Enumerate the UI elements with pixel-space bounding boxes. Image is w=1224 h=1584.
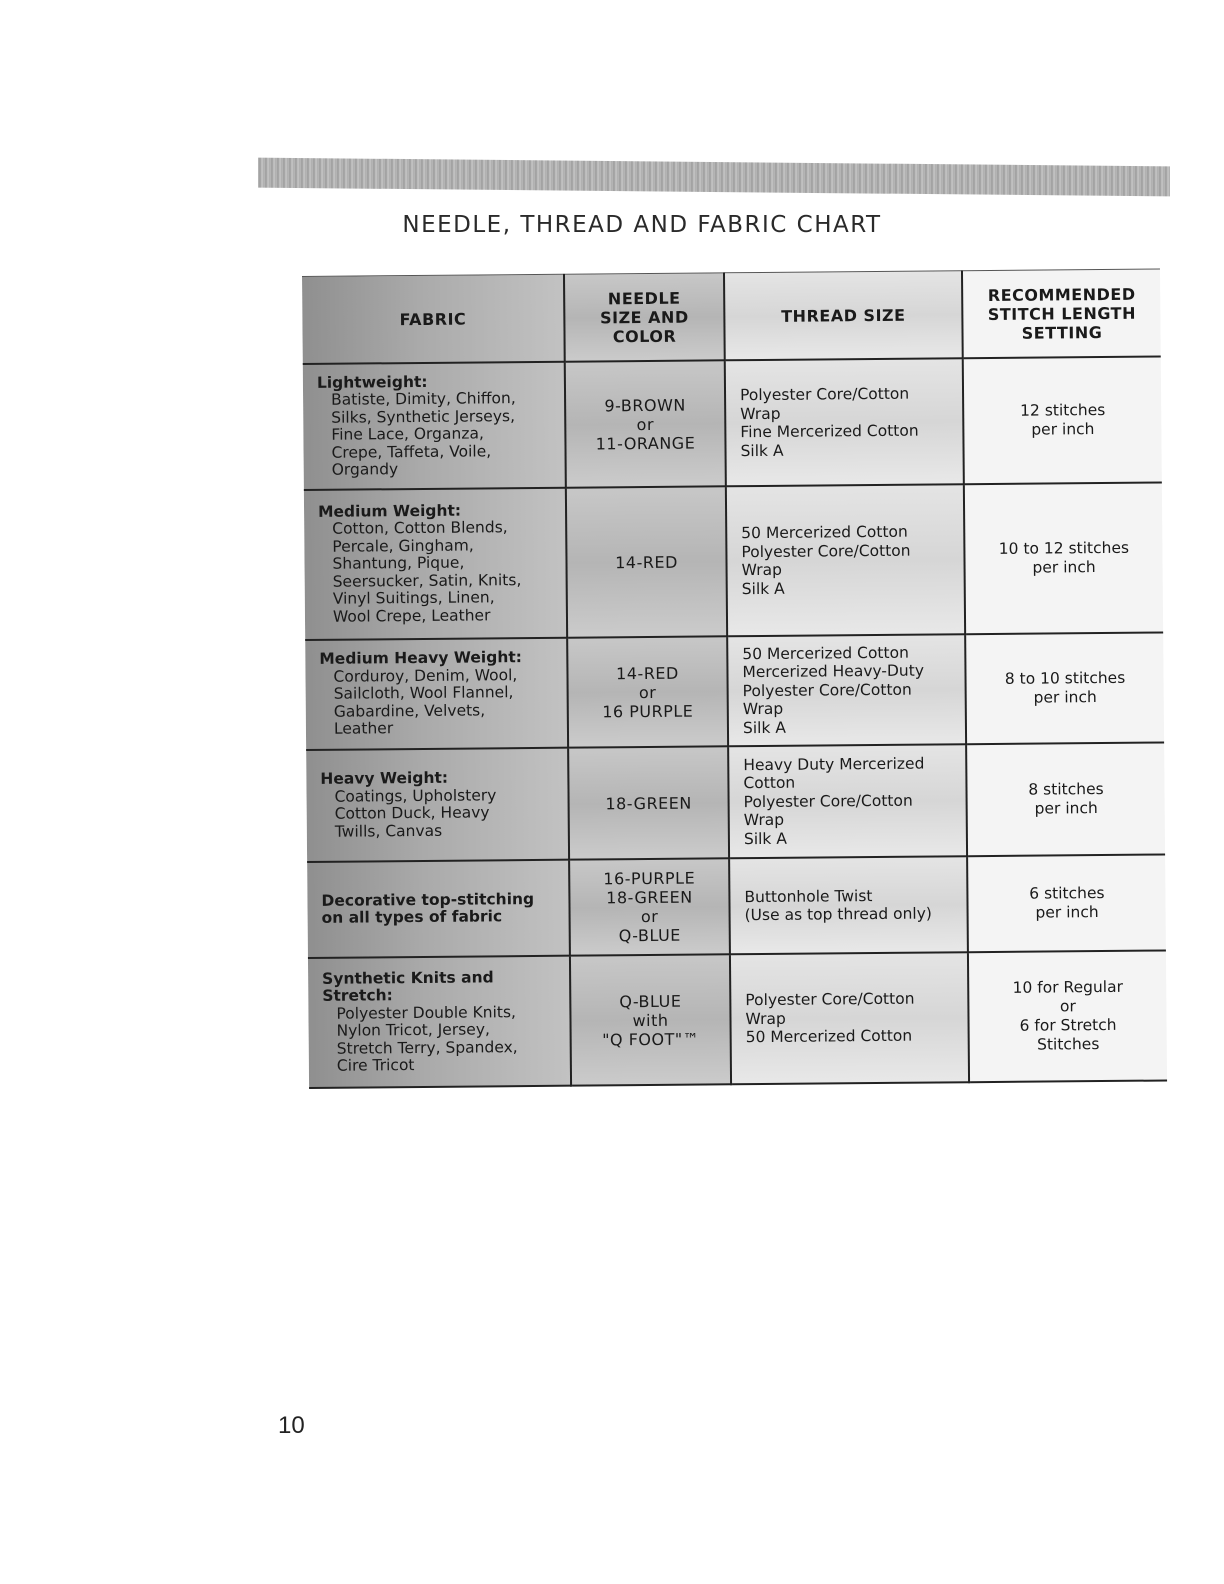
needle-cell: 14-RED <box>566 486 727 637</box>
fabric-list: Cotton, Cotton Blends, Percale, Gingham, Shantung, Pique, Seersucker, Satin, Knits, Vinyl Suitings, Linen, Wool Crepe, Leather <box>332 518 522 626</box>
fabric-cell <box>303 362 566 490</box>
fabric-cell <box>306 748 569 862</box>
fabric-category: Medium Weight: <box>317 501 462 521</box>
fabric-cell <box>307 860 570 958</box>
needle-cell: 16-PURPLE 18-GREEN or Q-BLUE <box>569 858 730 955</box>
table-row <box>306 742 1165 861</box>
stitch-cell: 12 stitches per inch <box>963 357 1162 485</box>
needle-cell: 9-BROWN or 11-ORANGE <box>565 360 726 487</box>
fabric-category: Lightweight: <box>316 372 428 392</box>
fabric-list: Batiste, Dimity, Chiffon, Silks, Synthetic Jerseys, Fine Lace, Organza, Crepe, Taffeta, Voile, Organdy <box>331 389 516 479</box>
stitch-cell: 8 stitches per inch <box>966 742 1165 856</box>
fabric-list: Polyester Double Knits, Nylon Tricot, Jersey, Stretch Terry, Spandex, Cire Tricot <box>336 1002 518 1075</box>
thread-cell: Heavy Duty Mercerized Cotton Polyester Core/Cotton Wrap Silk A <box>728 744 967 858</box>
fabric-cell <box>308 956 571 1088</box>
fabric-cell <box>304 488 567 640</box>
header-rule <box>258 158 1170 197</box>
fabric-category: Heavy Weight: <box>320 768 449 788</box>
chart-title: NEEDLE, THREAD AND FABRIC CHART <box>402 212 882 238</box>
header-thread: THREAD SIZE <box>724 271 963 361</box>
page-number: 10 <box>278 1412 305 1439</box>
stitch-cell: 8 to 10 stitches per inch <box>965 632 1164 744</box>
fabric-category: Synthetic Knits and Stretch: <box>322 967 494 1005</box>
fabric-cell <box>305 638 568 750</box>
needle-cell: Q-BLUE with "Q FOOT"™ <box>570 954 731 1085</box>
fabric-category: Medium Heavy Weight: <box>319 648 523 669</box>
table-row <box>304 483 1163 640</box>
thread-cell: Polyester Core/Cotton Wrap 50 Mercerized Cotton <box>730 952 969 1084</box>
thread-cell: Buttonhole Twist (Use as top thread only) <box>729 856 968 954</box>
fabric-list: Coatings, Upholstery Cotton Duck, Heavy Twills, Canvas <box>334 785 497 841</box>
stitch-cell: 6 stitches per inch <box>967 854 1166 952</box>
table-header-row <box>302 269 1161 364</box>
header-fabric: FABRIC <box>302 274 565 364</box>
table-row <box>308 950 1167 1087</box>
table-row <box>303 357 1162 490</box>
table-row <box>305 632 1164 749</box>
thread-cell: 50 Mercerized Cotton Mercerized Heavy-Duty Polyester Core/Cotton Wrap Silk A <box>727 634 966 746</box>
header-stitch: RECOMMENDED STITCH LENGTH SETTING <box>962 269 1161 358</box>
needle-thread-fabric-table <box>302 269 1167 1089</box>
fabric-list: Corduroy, Denim, Wool, Sailcloth, Wool Flannel, Gabardine, Velvets, Leather <box>333 665 518 738</box>
table-row <box>307 854 1166 957</box>
thread-cell: Polyester Core/Cotton Wrap Fine Mercerized Cotton Silk A <box>725 358 964 486</box>
needle-cell: 14-RED or 16 PURPLE <box>567 636 728 747</box>
fabric-category: Decorative top-stitching on all types of fabric <box>321 889 535 927</box>
needle-cell: 18-GREEN <box>568 746 729 859</box>
thread-cell: 50 Mercerized Cotton Polyester Core/Cotton Wrap Silk A <box>726 484 965 636</box>
header-needle: NEEDLE SIZE AND COLOR <box>564 273 725 362</box>
stitch-cell: 10 for Regular or 6 for Stretch Stitches <box>968 950 1167 1082</box>
stitch-cell: 10 to 12 stitches per inch <box>964 483 1163 635</box>
